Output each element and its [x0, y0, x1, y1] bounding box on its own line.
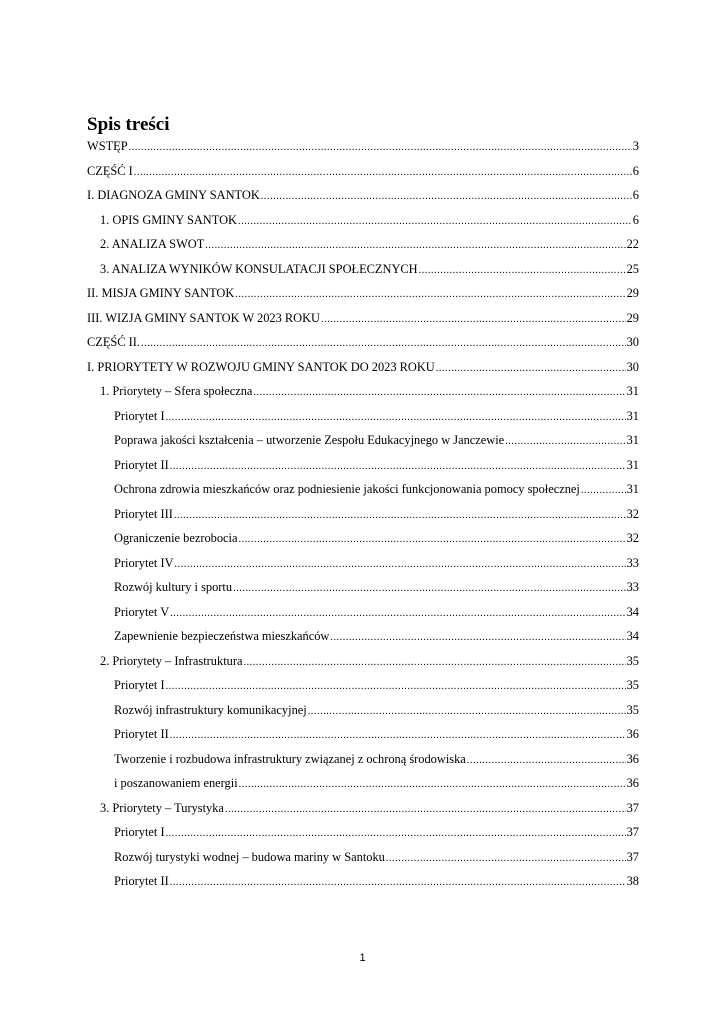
toc-entry[interactable] [87, 453, 639, 478]
toc-entry-page: 35 [626, 678, 639, 692]
toc-entry[interactable] [87, 747, 639, 772]
toc-entry[interactable] [87, 649, 639, 674]
toc-entry-page: 30 [626, 359, 639, 374]
toc-dot-leader [170, 724, 626, 749]
toc-dot-leader [419, 259, 626, 284]
toc-entry-label: 2. Priorytety – Infrastruktura [100, 653, 243, 668]
toc-entry-page: 31 [626, 457, 639, 472]
toc-entry[interactable] [87, 355, 639, 380]
toc-entry-label: I. PRIORYTETY W ROZWOJU GMINY SANTOK DO 2023 ROKU [87, 359, 435, 374]
toc-entry-page: 35 [626, 702, 639, 717]
toc-entry[interactable] [87, 869, 639, 894]
toc-entry-page: 31 [626, 384, 639, 398]
toc-entry-label: Rozwój kultury i sportu [114, 580, 233, 594]
toc-entry-label: I. DIAGNOZA GMINY SANTOK [87, 188, 260, 202]
toc-dot-leader [174, 504, 626, 529]
toc-dot-leader [261, 185, 632, 210]
toc-entry-label: CZĘŚĆ II. [87, 335, 141, 349]
toc-entry-label: Priorytet IV [114, 555, 174, 570]
toc-entry-page: 29 [626, 310, 639, 325]
toc-entry-page: 35 [626, 653, 639, 668]
toc-entry[interactable] [87, 502, 639, 527]
toc-entry-page: 33 [626, 555, 639, 570]
page-number: 1 [359, 952, 366, 964]
toc-dot-leader [166, 822, 626, 847]
toc-entry[interactable] [87, 551, 639, 576]
toc-dot-leader [243, 651, 625, 676]
toc-dot-leader [129, 136, 632, 161]
toc-entry[interactable] [87, 257, 639, 282]
toc-entry[interactable] [87, 526, 639, 551]
toc-dot-leader [166, 406, 626, 431]
toc-entry-label: 3. ANALIZA WYNIKÓW KONSULATACJI SPOŁECZNYCH [100, 261, 418, 276]
toc-entry-label: Priorytet V [114, 604, 170, 619]
toc-entry-page: 36 [626, 776, 639, 790]
toc-entry[interactable] [87, 306, 639, 331]
toc-dot-leader [321, 308, 626, 333]
toc-entry-page: 34 [626, 629, 639, 643]
toc-dot-leader [170, 602, 625, 627]
toc-entry-page: 31 [626, 408, 639, 423]
toc-entry-page: 25 [626, 261, 639, 276]
toc-entry[interactable] [87, 232, 639, 257]
toc-dot-leader [581, 479, 626, 504]
toc-entry-label: II. MISJA GMINY SANTOK [87, 286, 235, 300]
toc-entry-page: 32 [626, 506, 639, 521]
toc-entry-label: Priorytet I [114, 825, 165, 839]
toc-dot-leader [308, 700, 626, 725]
toc-dot-leader [141, 332, 626, 357]
toc-entry-page: 33 [626, 580, 639, 594]
toc-entry-page: 38 [626, 874, 639, 888]
toc-entry[interactable] [87, 624, 639, 649]
toc-entry-label: Rozwój infrastruktury komunikacyjnej [114, 702, 307, 717]
toc-dot-leader [330, 626, 625, 651]
toc-entry[interactable] [87, 600, 639, 625]
toc-entry-label: Priorytet II [114, 457, 169, 472]
toc-entry[interactable] [87, 673, 639, 698]
toc-entry[interactable] [87, 330, 639, 355]
toc-dot-leader [175, 553, 626, 578]
toc-dot-leader [238, 210, 632, 235]
toc-entry[interactable] [87, 208, 639, 233]
toc-dot-leader [239, 528, 626, 553]
toc-entry-label: III. WIZJA GMINY SANTOK W 2023 ROKU [87, 310, 321, 325]
toc-entry-page: 36 [626, 727, 639, 741]
toc-entry[interactable] [87, 771, 639, 796]
toc-entry[interactable] [87, 796, 639, 821]
toc-dot-leader [170, 871, 626, 896]
toc-entry-page: 36 [626, 751, 639, 766]
toc-entry-label: Priorytet II [114, 874, 169, 888]
toc-entry[interactable] [87, 820, 639, 845]
toc-entry-page: 31 [626, 433, 639, 447]
toc-entry[interactable] [87, 183, 639, 208]
toc-entry-label: i poszanowaniem energii [114, 776, 238, 790]
toc-entry[interactable] [87, 428, 639, 453]
toc-dot-leader [436, 357, 626, 382]
toc-dot-leader [166, 675, 626, 700]
toc-dot-leader [225, 798, 626, 823]
toc-entry-label: Priorytet I [114, 408, 165, 423]
toc-dot-leader [239, 773, 626, 798]
toc-entry-page: 31 [626, 482, 639, 496]
toc-entry-label: Poprawa jakości kształcenia – utworzenie Zespołu Edukacyjnego w Janczewie [114, 433, 505, 447]
toc-entry-label: 1. Priorytety – Sfera społeczna [100, 384, 253, 398]
toc-title: Spis treści [87, 114, 170, 135]
toc-entry-label: Zapewnienie bezpieczeństwa mieszkańców [114, 629, 330, 643]
toc-entry-label: 1. OPIS GMINY SANTOK [100, 212, 237, 227]
toc-entry-page: 6 [632, 163, 639, 178]
toc-entry-label: 2. ANALIZA SWOT [100, 237, 205, 251]
toc-entry[interactable] [87, 575, 639, 600]
toc-entry-label: Rozwój turystyki wodnej – budowa mariny w Santoku [114, 849, 385, 864]
toc-entry[interactable] [87, 722, 639, 747]
toc-entry-label: Ograniczenie bezrobocia [114, 531, 238, 545]
toc-entry[interactable] [87, 134, 639, 159]
toc-entry[interactable] [87, 281, 639, 306]
toc-entry-page: 37 [626, 849, 639, 864]
toc-entry-label: Priorytet III [114, 506, 173, 521]
toc-entry[interactable] [87, 698, 639, 723]
toc-dot-leader [235, 283, 625, 308]
toc-dot-leader [134, 161, 632, 186]
toc-entry-label: Priorytet I [114, 678, 165, 692]
toc-entry-label: WSTĘP [87, 139, 128, 153]
toc-entry-label: Priorytet II [114, 727, 169, 741]
toc-dot-leader [253, 381, 625, 406]
toc-entry-label: 3. Priorytety – Turystyka [100, 800, 224, 815]
toc-entry-page: 37 [626, 825, 639, 839]
toc-entry-page: 30 [626, 335, 639, 349]
toc-entry-label: Tworzenie i rozbudowa infrastruktury związanej z ochroną środowiska [114, 751, 466, 766]
toc-entry[interactable] [87, 379, 639, 404]
toc-entry-label: CZĘŚĆ I [87, 163, 133, 178]
toc-entry-page: 3 [632, 139, 639, 153]
toc-dot-leader [233, 577, 626, 602]
toc-entry-page: 29 [626, 286, 639, 300]
toc-entry[interactable] [87, 159, 639, 184]
toc-dot-leader [386, 847, 626, 872]
toc-entry-page: 32 [626, 531, 639, 545]
toc-entry-page: 34 [626, 604, 639, 619]
toc-entry[interactable] [87, 845, 639, 870]
toc-entry-page: 6 [632, 188, 639, 202]
toc-entry-page: 37 [626, 800, 639, 815]
toc-dot-leader [467, 749, 626, 774]
table-of-contents [87, 134, 639, 894]
toc-dot-leader [505, 430, 625, 455]
toc-entry[interactable] [87, 404, 639, 429]
toc-entry-page: 22 [626, 237, 639, 251]
toc-entry-label: Ochrona zdrowia mieszkańców oraz podniesienie jakości funkcjonowania pomocy społecznej [114, 482, 580, 496]
toc-dot-leader [170, 455, 626, 480]
toc-dot-leader [205, 234, 625, 259]
toc-entry-page: 6 [632, 212, 639, 227]
toc-entry[interactable] [87, 477, 639, 502]
